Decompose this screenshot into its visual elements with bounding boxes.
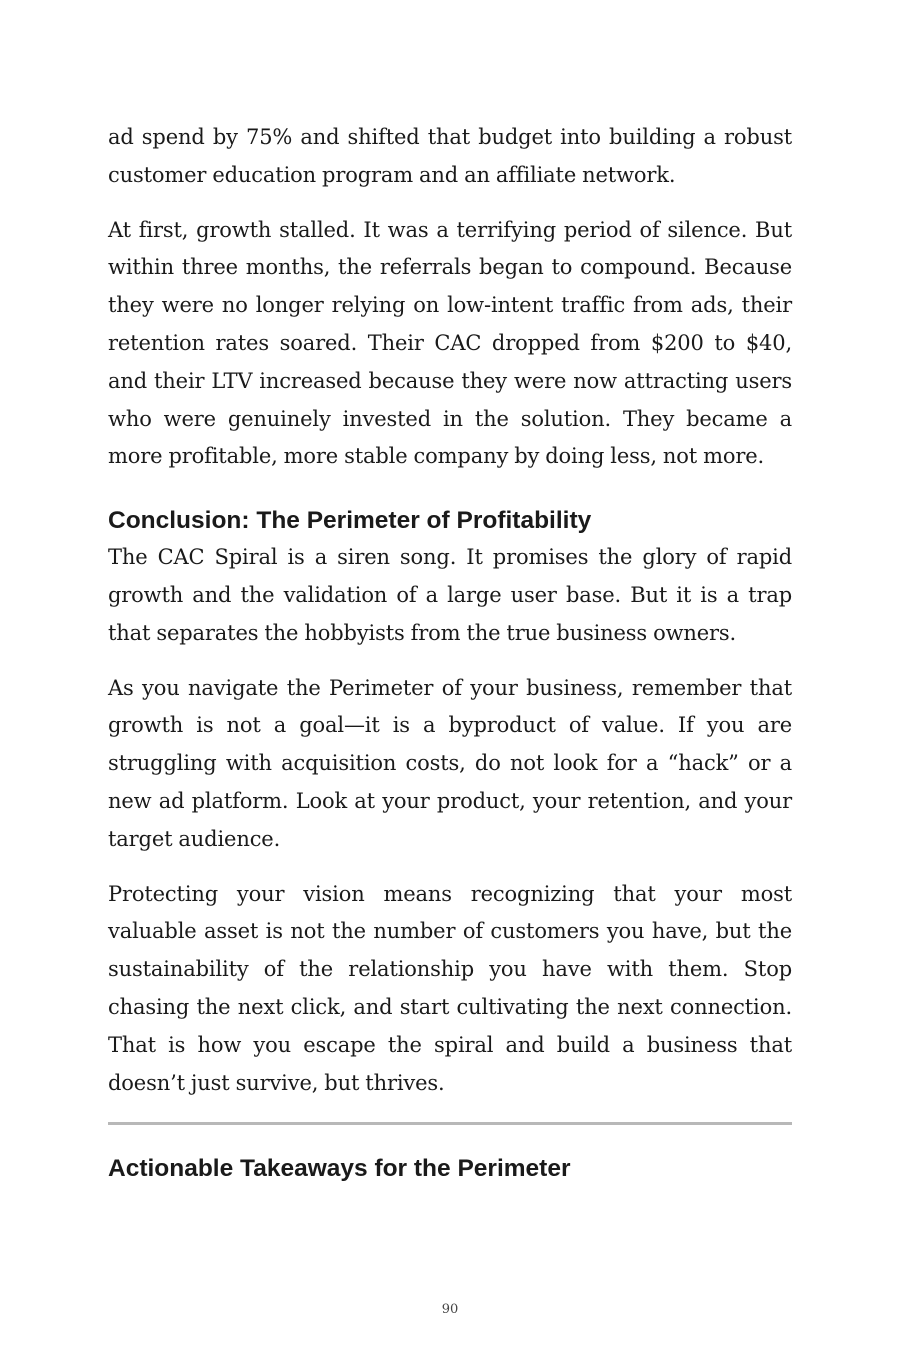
section-heading-takeaways: Actionable Takeaways for the Perimeter [108, 1155, 571, 1183]
page-number: 90 [441, 1302, 459, 1317]
body-paragraph: At first, growth stalled. It was a terrifying period of silence. But within three months, the referrals began to compound. Because they were no longer relying on low-intent traffic from ads, their retention rates soared. Their CAC dropped from $200 to $40, and their LTV increased because they were now attracting users who were genuinely invested in the solution. They became a more profitable, more stable company by doing less, not more. [108, 217, 792, 469]
section-heading-conclusion: Conclusion: The Perimeter of Profitability [108, 507, 592, 535]
body-paragraph: The CAC Spiral is a siren song. It promises the glory of rapid growth and the validation of a large user base. But it is a trap that separates the hobbyists from the true business owners. [108, 545, 792, 645]
body-paragraph: Protecting your vision means recognizing that your most valuable asset is not the number of customers you have, but the sustainability of the relationship you have with them. Stop chasing the next click, and start cultivating the next connection. That is how you escape the spiral and build a business that doesn’t just survive, but thrives. [108, 881, 792, 1095]
page-body [108, 119, 792, 1187]
section-divider [108, 1122, 792, 1125]
body-paragraph: ad spend by 75% and shifted that budget into building a robust customer education program and an affiliate network. [108, 125, 792, 187]
body-paragraph: As you navigate the Perimeter of your business, remember that growth is not a goal—it is a byproduct of value. If you are struggling with acquisition costs, do not look for a “hack” or a new ad platform. Look at your product, your retention, and your target audience. [108, 675, 792, 851]
